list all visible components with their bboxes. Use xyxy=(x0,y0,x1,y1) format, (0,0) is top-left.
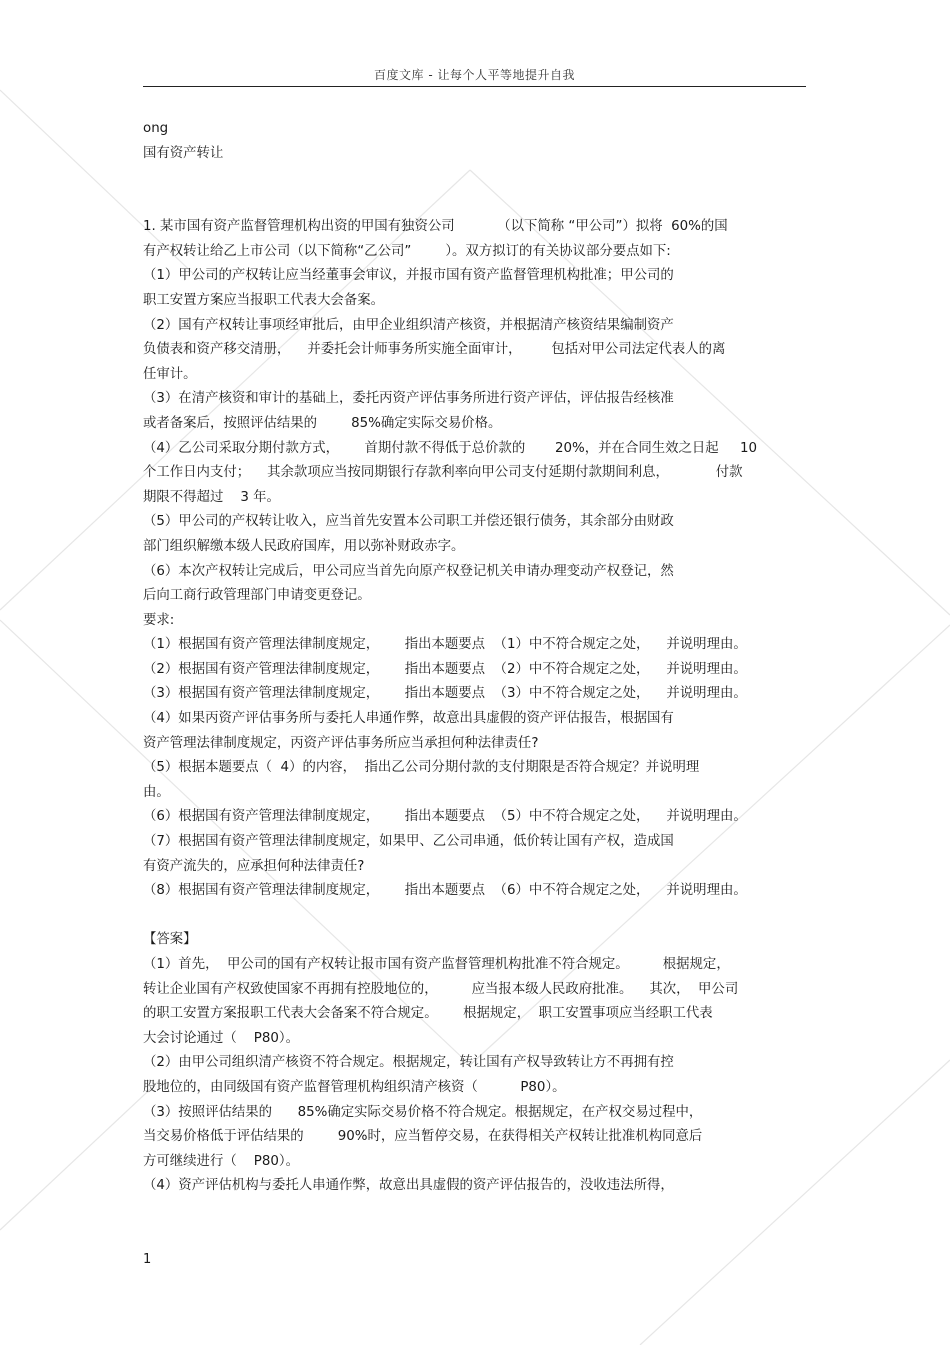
question-line: （3）在清产核资和审计的基础上，委托丙资产评估事务所进行资产评估，评估报告经核准 xyxy=(143,391,674,407)
question-line: 1. 某市国有资产监督管理机构出资的甲国有独资公司 （以下简称 “甲公司”）拟将 60%的国 xyxy=(143,219,728,235)
answer-line: （3）按照评估结果的 85%确定实际交易价格不符合规定。根据规定，在产权交易过程中， xyxy=(143,1104,703,1120)
spacer xyxy=(143,904,806,929)
question-line: 部门组织解缴本级人民政府国库，用以弥补财政赤字。 xyxy=(143,538,465,554)
answer-heading: 【答案】 xyxy=(143,932,197,948)
question-section xyxy=(143,215,806,904)
page-number: 1 xyxy=(143,1252,152,1267)
requirements-heading: 要求: xyxy=(143,612,175,628)
document-title: 国有资产转让 xyxy=(143,145,224,161)
answer-section xyxy=(143,928,806,1199)
spacer xyxy=(143,166,806,215)
question-line: 职工安置方案应当报职工代表大会备案。 xyxy=(143,292,385,308)
answer-line: （2）由甲公司组织清产核资不符合规定。根据规定，转让国有产权导致转让方不再拥有控 xyxy=(143,1055,674,1071)
answer-line: 的职工安置方案报职工代表大会备案不符合规定。 根据规定， 职工安置事项应当经职工代表 xyxy=(143,1006,713,1022)
requirement-line: （1）根据国有资产管理法律制度规定， 指出本题要点 （1）中不符合规定之处， 并说明理由。 xyxy=(143,637,747,653)
question-line: 期限不得超过 3 年。 xyxy=(143,489,280,505)
requirement-line: 由。 xyxy=(143,784,170,800)
requirement-line: （3）根据国有资产管理法律制度规定， 指出本题要点 （3）中不符合规定之处， 并说明理由。 xyxy=(143,686,747,702)
requirement-line: （2）根据国有资产管理法律制度规定， 指出本题要点 （2）中不符合规定之处， 并说明理由。 xyxy=(143,661,747,677)
question-line: 个工作日内支付； 其余款项应当按同期银行存款利率向甲公司支付延期付款期间利息， 付款 xyxy=(143,465,743,481)
question-line: （1）甲公司的产权转让应当经董事会审议，并报市国有资产监督管理机构批准；甲公司的 xyxy=(143,268,674,284)
requirement-line: （5）根据本题要点（ 4）的内容， 指出乙公司分期付款的支付期限是否符合规定？并说明理 xyxy=(143,760,700,776)
header-divider xyxy=(143,86,806,87)
question-line: （2）国有产权转让事项经审批后，由甲企业组织清产核资，并根据清产核资结果编制资产 xyxy=(143,317,674,333)
answer-line: （4）资产评估机构与委托人串通作弊，故意出具虚假的资产评估报告的，没收违法所得， xyxy=(143,1178,674,1194)
question-line: 后向工商行政管理部门申请变更登记。 xyxy=(143,588,371,604)
answer-line: 股地位的，由同级国有资产监督管理机构组织清产核资（ P80）。 xyxy=(143,1079,566,1095)
page-header: 百度文库 - 让每个人平等地提升自我 xyxy=(374,68,575,82)
answer-line: 大会讨论通过（ P80）。 xyxy=(143,1030,299,1046)
answer-line: （1）首先， 甲公司的国有产权转让报市国有资产监督管理机构批准不符合规定。 根据规定， xyxy=(143,957,730,972)
answer-line: 方可继续进行（ P80）。 xyxy=(143,1153,299,1169)
question-line: （5）甲公司的产权转让收入，应当首先安置本公司职工并偿还银行债务，其余部分由财政 xyxy=(143,514,674,530)
requirement-line: 资产管理法律制度规定，丙资产评估事务所应当承担何种法律责任? xyxy=(143,735,539,751)
question-line: 负债表和资产移交清册， 并委托会计师事务所实施全面审计， 包括对甲公司法定代表人的离 xyxy=(143,342,726,358)
question-line: （4）乙公司采取分期付款方式， 首期付款不得低于总价款的 20%，并在合同生效之日起 10 xyxy=(143,440,757,456)
requirement-line: （7）根据国有资产管理法律制度规定，如果甲、乙公司串通，低价转让国有产权，造成国 xyxy=(143,834,674,850)
question-line: 有产权转让给乙上市公司（以下简称“乙公司” ）。双方拟订的有关协议部分要点如下: xyxy=(143,243,671,259)
document-title-fragment: ong xyxy=(143,121,169,136)
requirement-line: （4）如果丙资产评估事务所与委托人串通作弊，故意出具虚假的资产评估报告，根据国有 xyxy=(143,711,674,727)
question-line: 任审计。 xyxy=(143,366,197,382)
answer-line: 当交易价格低于评估结果的 90%时，应当暂停交易，在获得相关产权转让批准机构同意后 xyxy=(143,1129,703,1145)
requirement-line: 有资产流失的，应承担何种法律责任? xyxy=(143,858,365,874)
requirement-line: （6）根据国有资产管理法律制度规定， 指出本题要点 （5）中不符合规定之处， 并说明理由。 xyxy=(143,809,747,825)
requirement-line: （8）根据国有资产管理法律制度规定， 指出本题要点 （6）中不符合规定之处， 并说明理由。 xyxy=(143,883,747,899)
question-line: 或者备案后，按照评估结果的 85%确定实际交易价格。 xyxy=(143,415,502,431)
document-body xyxy=(143,117,806,1199)
answer-line: 转让企业国有产权致使国家不再拥有控股地位的， 应当报本级人民政府批准。 其次， 甲公司 xyxy=(143,981,739,997)
question-line: （6）本次产权转让完成后，甲公司应当首先向原产权登记机关申请办理变动产权登记，然 xyxy=(143,563,674,579)
